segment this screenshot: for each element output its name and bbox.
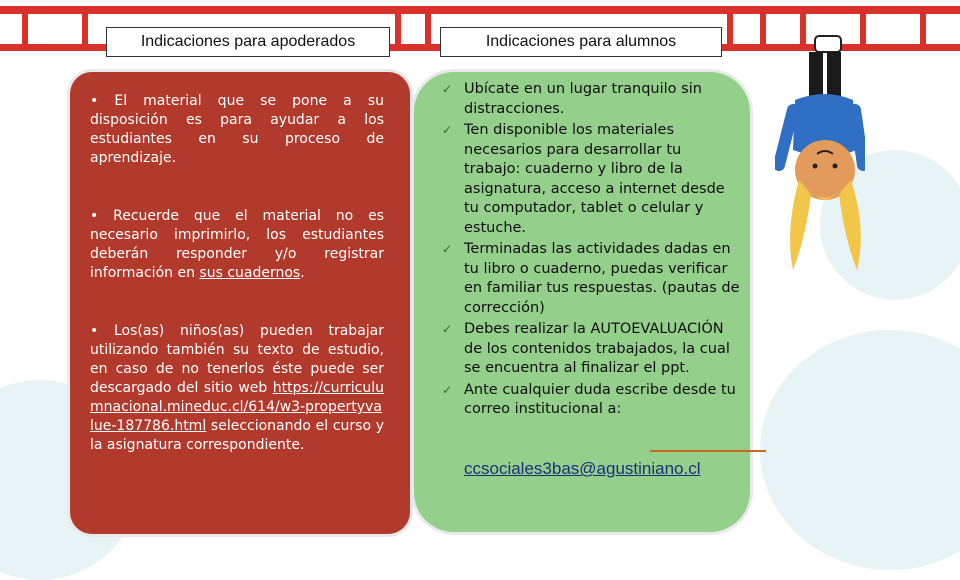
check-icon: ✓ [442, 242, 453, 256]
parent-instruction-2-end: . [300, 265, 305, 281]
check-icon: ✓ [442, 382, 453, 397]
list-item [440, 320, 740, 379]
background-cloud [760, 330, 960, 570]
list-item [440, 80, 740, 119]
list-item [440, 240, 740, 318]
parent-instruction-2 [90, 207, 384, 283]
list-item [440, 121, 740, 238]
fill-in-line [650, 450, 766, 452]
parent-instruction-2-underline: sus cuadernos [199, 265, 301, 281]
list-item-text: Ten disponible los materiales necesarios para desarrollar tu trabajo: cuaderno y libro de la asignatura, acceso a internet desde tu computador, tablet o celular y estuche. [464, 122, 725, 236]
parent-instruction-3-end: seleccionando el curso y la asignatura correspondiente. [90, 418, 384, 453]
parent-instruction-2-text: • Recuerde que el material no es necesario imprimirlo, los estudiantes deberán responder y/o registrar información en [90, 208, 384, 281]
parent-instruction-1: • El material que se pone a su disposición es para ayudar a los estudiantes en su proceso de aprendizaje. [90, 93, 384, 166]
check-icon: ✓ [442, 322, 453, 336]
check-icon: ✓ [442, 123, 453, 137]
header-alumnos: Indicaciones para alumnos [440, 27, 722, 57]
curriculum-link[interactable]: https://curriculumnacional.mineduc.cl/614/w3-propertyvalue-187786.html [90, 380, 384, 434]
parent-instruction-3 [90, 322, 384, 455]
header-apoderados: Indicaciones para apoderados [106, 27, 390, 57]
email-link[interactable]: ccsociales3bas@agustiniano.cl [464, 459, 701, 478]
hanging-child-icon [775, 30, 865, 300]
parent-instruction-3-text: • Los(as) niños(as) pueden trabajar utilizando también su texto de estudio, en caso de no tenerlos éste puede ser descargado del sitio web [90, 323, 384, 396]
list-item [440, 381, 740, 420]
list-item-text: Ubícate en un lugar tranquilo sin distracciones. [464, 81, 702, 117]
student-instructions-list [440, 80, 740, 420]
list-item-text: Terminadas las actividades dadas en tu libro o cuaderno, puedas verificar en familiar tus respuestas. (pautas de corrección) [464, 241, 740, 316]
list-item-text: Debes realizar la AUTOEVALUACIÓN de los contenidos trabajados, la cual se encuentra al finalizar el ppt. [464, 321, 730, 376]
list-item-text: Ante cualquier duda escribe desde tu correo institucional a: [464, 381, 736, 417]
check-icon: ✓ [442, 82, 453, 96]
